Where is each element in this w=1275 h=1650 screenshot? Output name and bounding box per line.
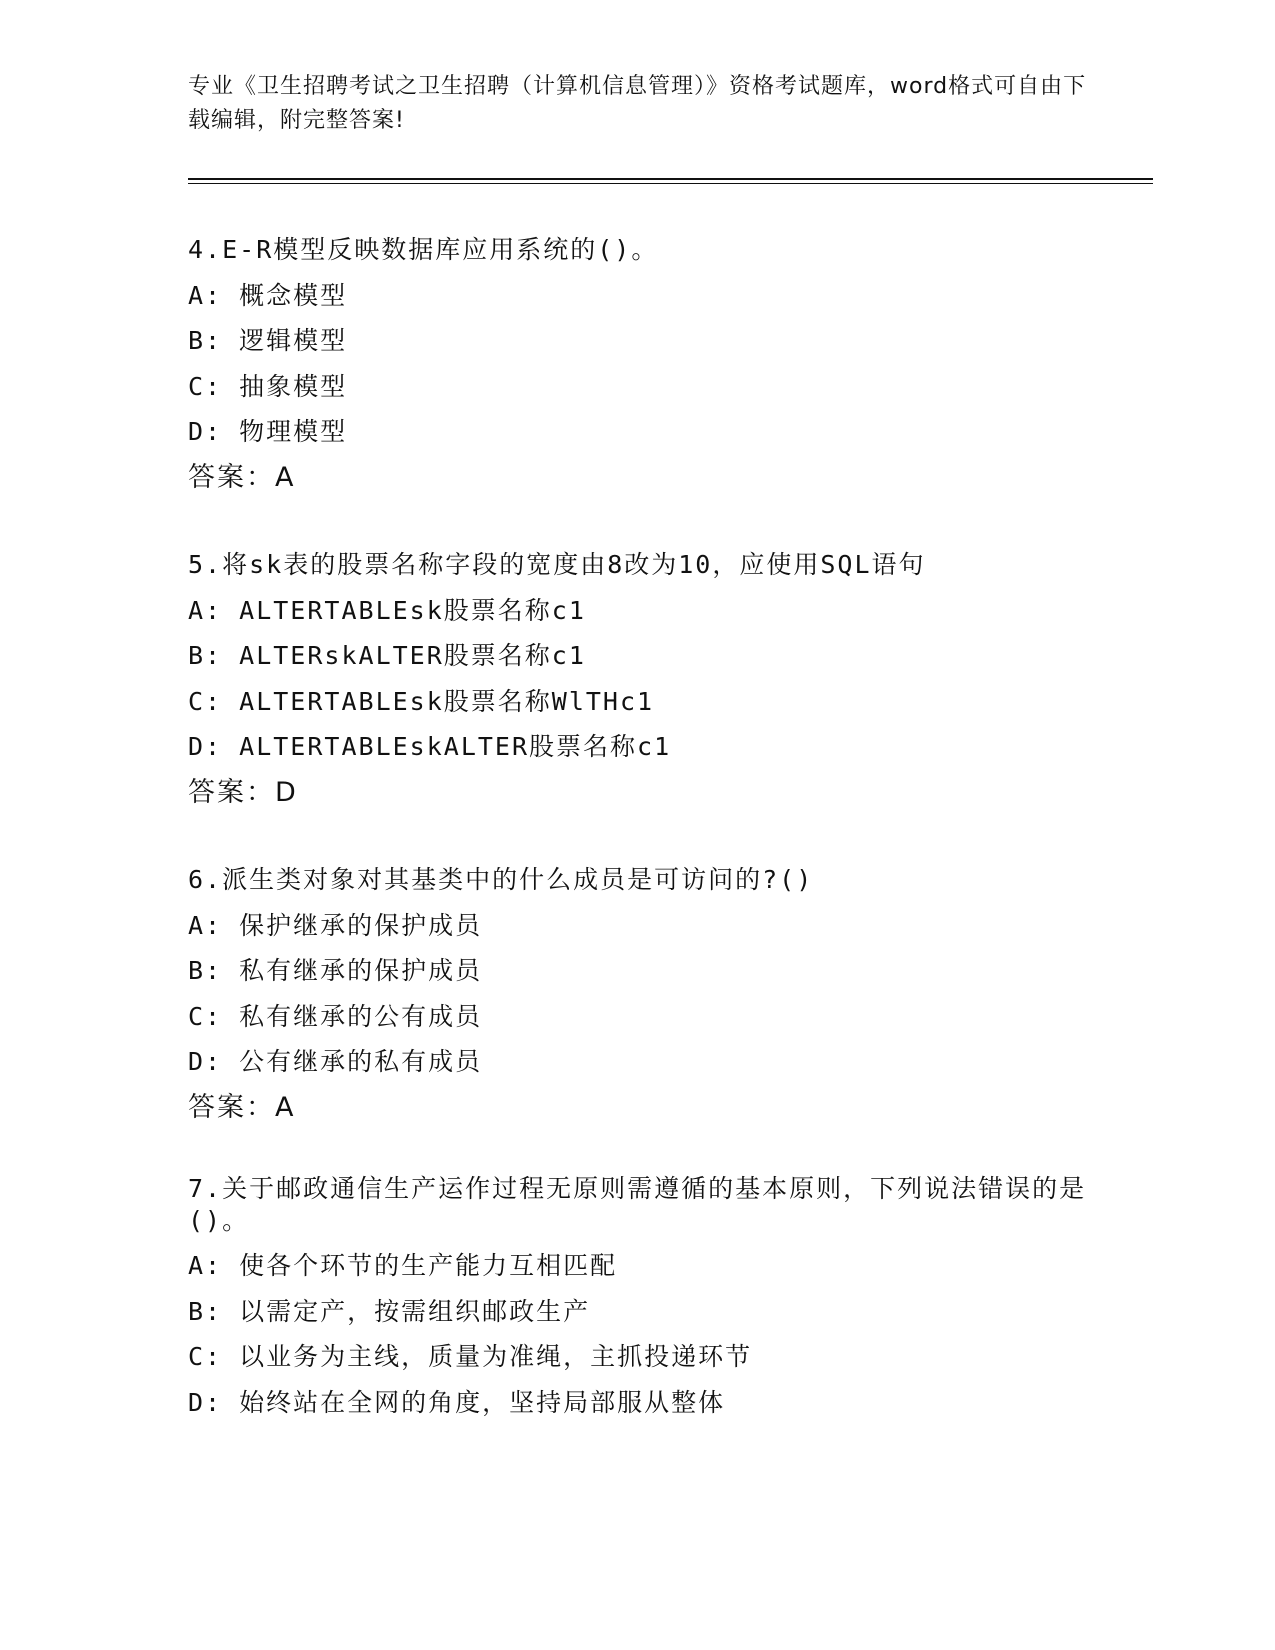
option-c: C: ALTERTABLEsk股票名称WlTHc1 xyxy=(188,686,655,716)
option-a: A: 概念模型 xyxy=(188,280,348,310)
question-6 xyxy=(188,857,1088,1130)
option-d: D: 物理模型 xyxy=(188,417,348,446)
question-5 xyxy=(188,542,1088,815)
option-a: A: 使各个环节的生产能力互相匹配 xyxy=(188,1251,618,1280)
option-a: A: 保护继承的保护成员 xyxy=(188,910,483,940)
option-b: B: 私有继承的保护成员 xyxy=(188,956,483,985)
option-c: C: 私有继承的公有成员 xyxy=(188,1001,483,1031)
question-stem: 7.关于邮政通信生产运作过程无原则需遵循的基本原则，下列说法错误的是()。 xyxy=(188,1174,1087,1235)
answer-label: 答案：A xyxy=(188,1091,296,1123)
question-stem: 4.E-R模型反映数据库应用系统的()。 xyxy=(188,235,659,264)
option-b: B: ALTERskALTER股票名称c1 xyxy=(188,641,586,670)
question-stem: 5.将sk表的股票名称字段的宽度由8改为10，应使用SQL语句 xyxy=(188,550,926,579)
option-b: B: 逻辑模型 xyxy=(188,326,348,355)
answer-label: 答案：D xyxy=(188,776,298,808)
header-text: 专业《卫生招聘考试之卫生招聘（计算机信息管理）》资格考试题库，word格式可自由下载编辑，附完整答案! xyxy=(188,74,1087,133)
option-b: B: 以需定产，按需组织邮政生产 xyxy=(188,1296,591,1326)
option-d: D: 公有继承的私有成员 xyxy=(188,1047,483,1076)
answer-label: 答案：A xyxy=(188,461,296,493)
option-d: D: 始终站在全网的角度，坚持局部服从整体 xyxy=(188,1387,726,1417)
question-4 xyxy=(188,227,1088,500)
option-a: A: ALTERTABLEsk股票名称c1 xyxy=(188,595,586,625)
option-c: C: 以业务为主线，质量为准绳，主抓投递环节 xyxy=(188,1342,753,1371)
page-header xyxy=(188,70,1088,138)
header-divider xyxy=(188,178,1153,184)
option-c: C: 抽象模型 xyxy=(188,371,348,401)
option-d: D: ALTERTABLEskALTER股票名称c1 xyxy=(188,732,672,761)
question-stem: 6.派生类对象对其基类中的什么成员是可访问的?() xyxy=(188,865,814,894)
question-7 xyxy=(188,1167,1088,1425)
